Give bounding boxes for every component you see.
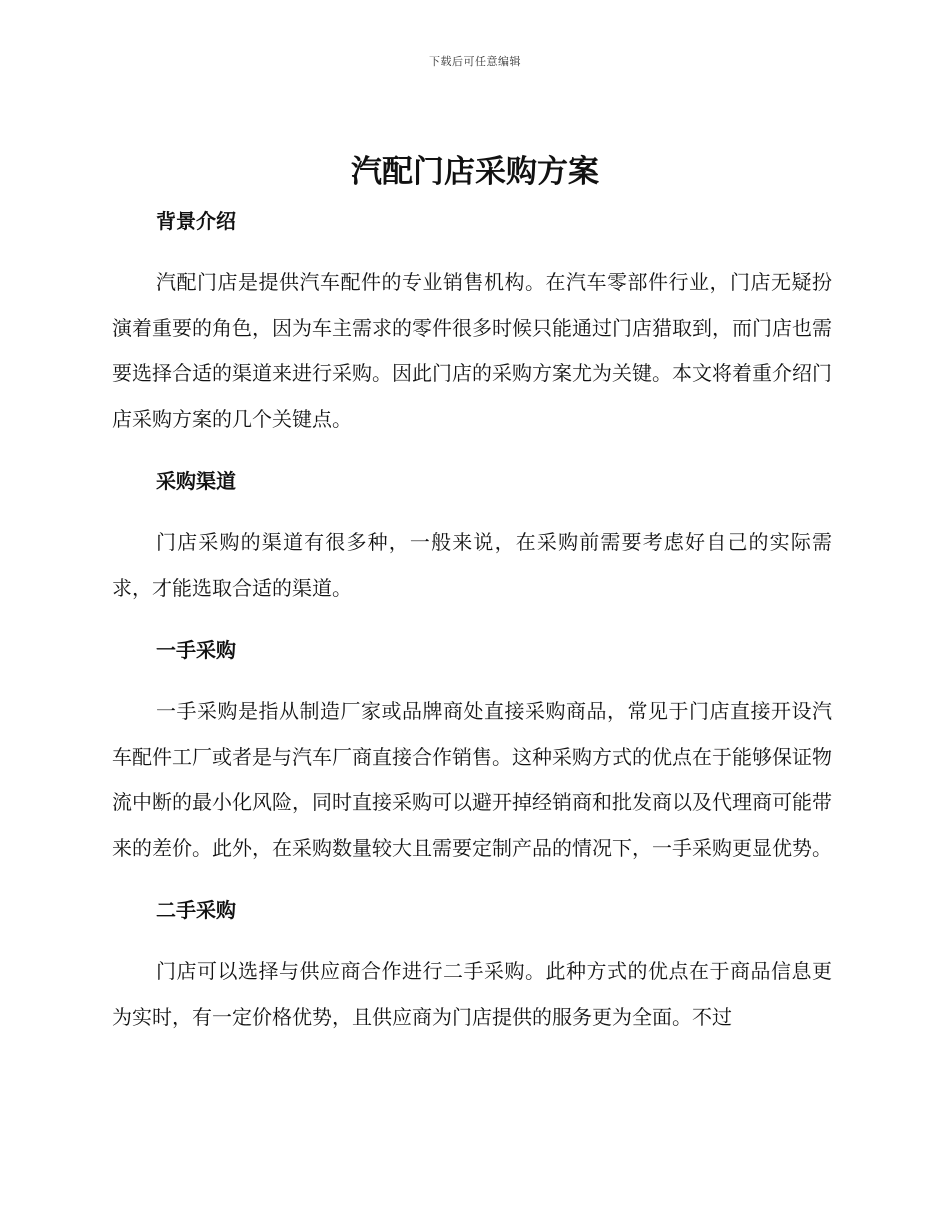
section-paragraph-first-hand: 一手采购是指从制造厂家或品牌商处直接采购商品，常见于门店直接开设汽车配件工厂或者是与汽车厂商直接合作销售。这种采购方式的优点在于能够保证物流中断的最小化风险，同时直接采购可以避开掉经销商和批发商以及代理商可能带来的差价。此外，在采购数量较大且需要定制产品的情况下，一手采购更显优势。 (112, 699, 832, 860)
section-paragraph-purchase-channels: 门店采购的渠道有很多种，一般来说，在采购前需要考虑好自己的实际需求，才能选取合适的渠道。 (112, 530, 832, 600)
document-title: 汽配门店采购方案 (351, 154, 599, 190)
section-paragraph-background: 汽配门店是提供汽车配件的专业销售机构。在汽车零部件行业，门店无疑扮演着重要的角色，因为车主需求的零件很多时候只能通过门店猎取到，而门店也需要选择合适的渠道来进行采购。因此门店的采购方案尤为关键。本文将着重介绍门店采购方案的几个关键点。 (112, 270, 832, 431)
document-body (112, 204, 832, 1040)
page-header-note: 下载后可任意编辑 (429, 55, 521, 68)
section-heading-background: 背景介绍 (156, 209, 236, 233)
section-heading-purchase-channels: 采购渠道 (156, 469, 236, 493)
section-heading-second-hand: 二手采购 (156, 898, 236, 922)
section-paragraph-second-hand: 门店可以选择与供应商合作进行二手采购。此种方式的优点在于商品信息更为实时，有一定价格优势，且供应商为门店提供的服务更为全面。不过 (112, 959, 832, 1029)
section-heading-first-hand: 一手采购 (156, 638, 236, 662)
